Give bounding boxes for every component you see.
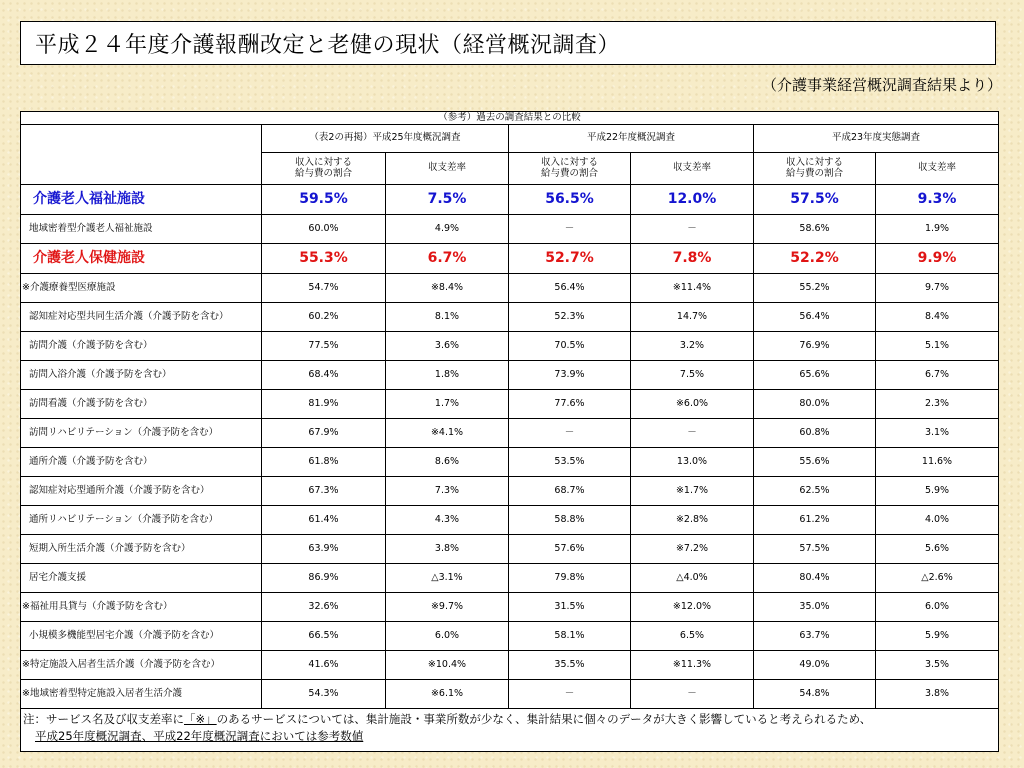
value-cell: 6.7%: [876, 361, 999, 390]
value-cell: －: [631, 419, 754, 448]
value-cell: 4.9%: [386, 215, 509, 244]
value-cell: 68.7%: [509, 477, 631, 506]
survey-comparison-table: [20, 111, 999, 752]
value-cell: ※8.4%: [386, 274, 509, 303]
subheader-salary-ratio: 収入に対する 給与費の割合: [509, 153, 631, 185]
value-cell: 3.2%: [631, 332, 754, 361]
value-cell: 6.0%: [386, 622, 509, 651]
value-cell: 57.5%: [754, 185, 876, 215]
value-cell: 66.5%: [262, 622, 386, 651]
value-cell: 6.7%: [386, 244, 509, 274]
value-cell: 11.6%: [876, 448, 999, 477]
value-cell: 54.7%: [262, 274, 386, 303]
value-cell: ※4.1%: [386, 419, 509, 448]
value-cell: 4.3%: [386, 506, 509, 535]
value-cell: 9.7%: [876, 274, 999, 303]
value-cell: 6.5%: [631, 622, 754, 651]
value-cell: ※6.1%: [386, 680, 509, 709]
group-header: 平成22年度概況調査: [509, 125, 754, 153]
value-cell: 3.5%: [876, 651, 999, 680]
service-name-cell: 認知症対応型共同生活介護（介護予防を含む）: [21, 303, 262, 332]
service-name-cell: 認知症対応型通所介護（介護予防を含む）: [21, 477, 262, 506]
group-header: （表2の再掲）平成25年度概況調査: [262, 125, 509, 153]
value-cell: 8.1%: [386, 303, 509, 332]
table-row: [21, 448, 999, 477]
value-cell: 52.3%: [509, 303, 631, 332]
service-name-cell: 小規模多機能型居宅介護（介護予防を含む）: [21, 622, 262, 651]
value-cell: 67.3%: [262, 477, 386, 506]
subheader-salary-ratio: 収入に対する 給与費の割合: [262, 153, 386, 185]
value-cell: 77.6%: [509, 390, 631, 419]
value-cell: 5.9%: [876, 622, 999, 651]
table-row: [21, 185, 999, 215]
service-name-cell: 地域密着型介護老人福祉施設: [21, 215, 262, 244]
value-cell: 60.2%: [262, 303, 386, 332]
value-cell: 54.3%: [262, 680, 386, 709]
value-cell: 4.0%: [876, 506, 999, 535]
value-cell: 55.3%: [262, 244, 386, 274]
value-cell: 86.9%: [262, 564, 386, 593]
value-cell: ※2.8%: [631, 506, 754, 535]
value-cell: 7.5%: [631, 361, 754, 390]
table-row: [21, 477, 999, 506]
value-cell: 5.9%: [876, 477, 999, 506]
value-cell: 2.3%: [876, 390, 999, 419]
service-name-cell: 訪問介護（介護予防を含む）: [21, 332, 262, 361]
table-row: [21, 244, 999, 274]
value-cell: 9.9%: [876, 244, 999, 274]
value-cell: 55.2%: [754, 274, 876, 303]
value-cell: 80.0%: [754, 390, 876, 419]
value-cell: ※11.3%: [631, 651, 754, 680]
value-cell: 56.5%: [509, 185, 631, 215]
value-cell: 52.2%: [754, 244, 876, 274]
table-row: [21, 274, 999, 303]
value-cell: ※9.7%: [386, 593, 509, 622]
table-note-row: [21, 709, 999, 752]
value-cell: ※7.2%: [631, 535, 754, 564]
subheader-margin-rate: 収支差率: [876, 153, 999, 185]
value-cell: 79.8%: [509, 564, 631, 593]
service-name-cell: 通所リハビリテーション（介護予防を含む）: [21, 506, 262, 535]
value-cell: 70.5%: [509, 332, 631, 361]
table-note: [21, 709, 999, 752]
service-name-cell: 通所介護（介護予防を含む）: [21, 448, 262, 477]
note-line-1: [23, 711, 996, 728]
value-cell: 65.6%: [754, 361, 876, 390]
value-cell: 58.1%: [509, 622, 631, 651]
value-cell: －: [509, 680, 631, 709]
service-name-cell: 訪問リハビリテーション（介護予防を含む）: [21, 419, 262, 448]
value-cell: 80.4%: [754, 564, 876, 593]
value-cell: 14.7%: [631, 303, 754, 332]
table-row: [21, 564, 999, 593]
value-cell: 53.5%: [509, 448, 631, 477]
subheader-margin-rate: 収支差率: [631, 153, 754, 185]
value-cell: 56.4%: [509, 274, 631, 303]
note-text-a: 注：サービス名及び収支差率に: [23, 712, 184, 726]
value-cell: 77.5%: [262, 332, 386, 361]
value-cell: 67.9%: [262, 419, 386, 448]
table-row: [21, 215, 999, 244]
value-cell: 31.5%: [509, 593, 631, 622]
value-cell: 1.7%: [386, 390, 509, 419]
value-cell: 55.6%: [754, 448, 876, 477]
title-text: 平成２４年度介護報酬改定と老健の現状（経営概況調査）: [35, 32, 621, 58]
value-cell: 62.5%: [754, 477, 876, 506]
page-title: [20, 21, 996, 65]
value-cell: 57.6%: [509, 535, 631, 564]
value-cell: 5.1%: [876, 332, 999, 361]
service-name-cell: 介護老人保健施設: [21, 244, 262, 274]
table-row: [21, 361, 999, 390]
value-cell: 57.5%: [754, 535, 876, 564]
value-cell: 7.5%: [386, 185, 509, 215]
value-cell: 61.2%: [754, 506, 876, 535]
value-cell: 9.3%: [876, 185, 999, 215]
value-cell: 1.8%: [386, 361, 509, 390]
value-cell: 35.5%: [509, 651, 631, 680]
service-name-cell: ※福祉用具貸与（介護予防を含む）: [21, 593, 262, 622]
value-cell: 61.4%: [262, 506, 386, 535]
value-cell: 61.8%: [262, 448, 386, 477]
value-cell: －: [509, 215, 631, 244]
table-row: [21, 622, 999, 651]
value-cell: 1.9%: [876, 215, 999, 244]
table-caption: （参考）過去の調査結果との比較: [21, 112, 999, 125]
value-cell: 73.9%: [509, 361, 631, 390]
service-name-cell: 訪問看護（介護予防を含む）: [21, 390, 262, 419]
service-name-cell: 訪問入浴介護（介護予防を含む）: [21, 361, 262, 390]
value-cell: ※12.0%: [631, 593, 754, 622]
value-cell: 49.0%: [754, 651, 876, 680]
value-cell: 35.0%: [754, 593, 876, 622]
value-cell: 3.1%: [876, 419, 999, 448]
value-cell: 76.9%: [754, 332, 876, 361]
subheader-salary-ratio: 収入に対する 給与費の割合: [754, 153, 876, 185]
value-cell: 3.6%: [386, 332, 509, 361]
note-line-2: 平成25年度概況調査、平成22年度概況調査においては参考数値: [35, 729, 364, 744]
value-cell: 56.4%: [754, 303, 876, 332]
value-cell: 32.6%: [262, 593, 386, 622]
value-cell: △2.6%: [876, 564, 999, 593]
value-cell: 59.5%: [262, 185, 386, 215]
value-cell: 41.6%: [262, 651, 386, 680]
value-cell: 8.4%: [876, 303, 999, 332]
table-row: [21, 535, 999, 564]
value-cell: 68.4%: [262, 361, 386, 390]
value-cell: －: [509, 419, 631, 448]
value-cell: －: [631, 680, 754, 709]
value-cell: ※11.4%: [631, 274, 754, 303]
value-cell: ※6.0%: [631, 390, 754, 419]
table-row: [21, 332, 999, 361]
table-row: [21, 651, 999, 680]
table-row: [21, 593, 999, 622]
service-name-cell: 短期入所生活介護（介護予防を含む）: [21, 535, 262, 564]
value-cell: △4.0%: [631, 564, 754, 593]
service-name-cell: 居宅介護支援: [21, 564, 262, 593]
note-text-b: 「※」: [184, 712, 217, 726]
value-cell: ※10.4%: [386, 651, 509, 680]
value-cell: －: [631, 215, 754, 244]
subtitle: （介護事業経営概況調査結果より）: [761, 76, 1002, 94]
subheader-margin-rate: 収支差率: [386, 153, 509, 185]
value-cell: 58.8%: [509, 506, 631, 535]
value-cell: 60.8%: [754, 419, 876, 448]
value-cell: 6.0%: [876, 593, 999, 622]
service-name-cell: ※特定施設入居者生活介護（介護予防を含む）: [21, 651, 262, 680]
value-cell: 12.0%: [631, 185, 754, 215]
table-row: [21, 506, 999, 535]
value-cell: 63.7%: [754, 622, 876, 651]
table-row: [21, 680, 999, 709]
value-cell: 13.0%: [631, 448, 754, 477]
table-row: [21, 419, 999, 448]
value-cell: 63.9%: [262, 535, 386, 564]
group-header: 平成23年度実態調査: [754, 125, 999, 153]
value-cell: 7.3%: [386, 477, 509, 506]
value-cell: 54.8%: [754, 680, 876, 709]
value-cell: 5.6%: [876, 535, 999, 564]
value-cell: 8.6%: [386, 448, 509, 477]
value-cell: 58.6%: [754, 215, 876, 244]
table-row: [21, 303, 999, 332]
header-blank-cell: [21, 125, 262, 185]
service-name-cell: 介護老人福祉施設: [21, 185, 262, 215]
note-text-c: のあるサービスについては、集計施設・事業所数が少なく、集計結果に個々のデータが大きく影響していると考えられるため、: [216, 712, 872, 726]
value-cell: 3.8%: [386, 535, 509, 564]
table-row: [21, 390, 999, 419]
value-cell: 3.8%: [876, 680, 999, 709]
service-name-cell: ※地域密着型特定施設入居者生活介護: [21, 680, 262, 709]
value-cell: 52.7%: [509, 244, 631, 274]
value-cell: 81.9%: [262, 390, 386, 419]
value-cell: 7.8%: [631, 244, 754, 274]
value-cell: 60.0%: [262, 215, 386, 244]
service-name-cell: ※介護療養型医療施設: [21, 274, 262, 303]
value-cell: △3.1%: [386, 564, 509, 593]
value-cell: ※1.7%: [631, 477, 754, 506]
